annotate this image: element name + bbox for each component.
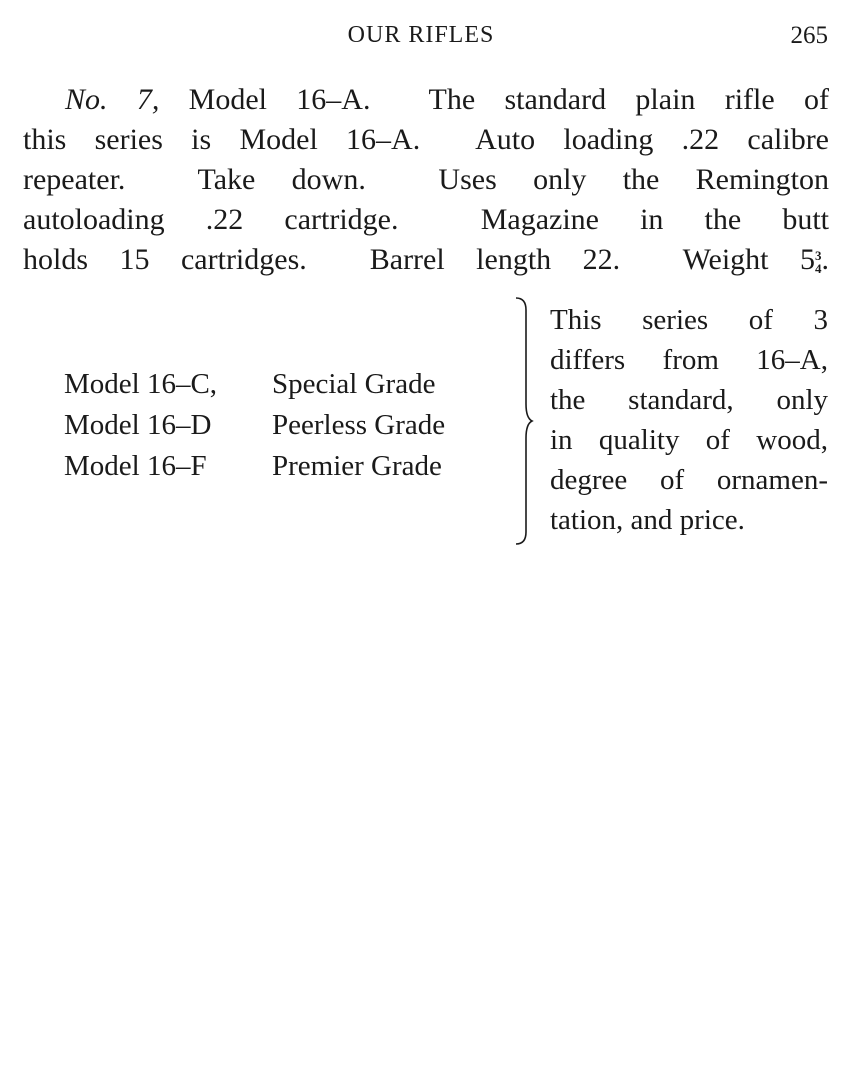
note-line: in quality of wood, — [550, 424, 828, 456]
model-grade: Peerless Grade — [272, 409, 446, 441]
note-line: This series of 3 — [550, 304, 828, 336]
model-row — [64, 364, 445, 405]
note-line: the standard, only — [550, 384, 828, 416]
running-head: OUR RIFLES — [347, 22, 495, 48]
model-grade: Premier Grade — [272, 450, 442, 482]
paragraph-line-text: this series is Model 16–A. Auto loading .22 calibre — [23, 123, 829, 156]
model-row — [64, 405, 445, 446]
model-row — [64, 446, 445, 487]
page-header — [0, 20, 864, 54]
paragraph-line — [23, 160, 829, 200]
note-line: differs from 16–A, — [550, 344, 828, 376]
paragraph-line-text: repeater. Take down. Uses only the Remington — [23, 163, 829, 196]
model-list — [64, 364, 445, 487]
paragraph-line-text: autoloading .22 cartridge. Magazine in the butt — [23, 203, 829, 236]
paragraph-line — [23, 240, 829, 280]
end-punctuation: . — [821, 243, 829, 276]
page-number: 265 — [790, 22, 828, 49]
model-name: Model 16–C, — [64, 368, 218, 400]
paragraph-line — [23, 80, 829, 120]
paragraph-line-text: Model 16–A. The standard plain rifle of — [159, 83, 829, 116]
note-line: degree of ornamen- — [550, 464, 828, 496]
item-number: No. 7, — [65, 83, 160, 116]
note-line: tation, and price. — [550, 504, 745, 536]
grade-note — [550, 300, 828, 540]
curly-brace-icon — [510, 296, 534, 546]
fraction-denominator: 4 — [815, 261, 822, 276]
model-name: Model 16–D — [64, 409, 212, 441]
paragraph-line — [23, 200, 829, 240]
fraction-numerator: 3 — [815, 248, 822, 263]
model-grade: Special Grade — [272, 368, 436, 400]
model-name: Model 16–F — [64, 450, 207, 482]
paragraph-line-text: holds 15 cartridges. Barrel length 22. Weight 5 — [23, 243, 815, 276]
description-paragraph — [23, 80, 829, 280]
paragraph-line — [23, 120, 829, 160]
